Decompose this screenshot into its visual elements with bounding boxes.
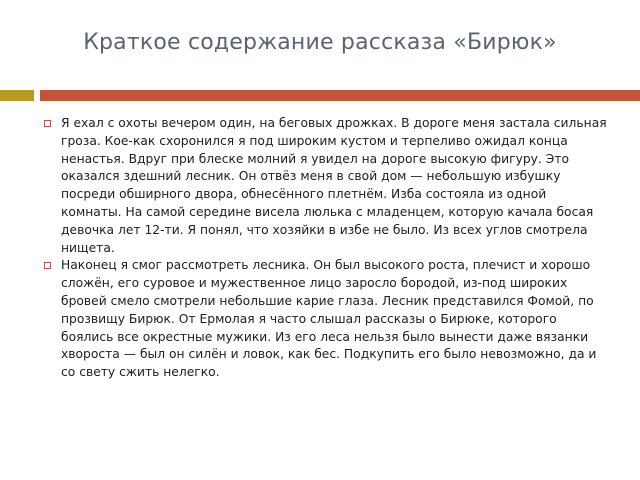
bullet-item	[44, 257, 610, 382]
accent-gold-block	[0, 90, 34, 101]
bullet-item	[44, 115, 610, 257]
slide-title: Краткое содержание рассказа «Бирюк»	[83, 30, 557, 55]
bullet-text: Наконец я смог рассмотреть лесника. Он был высокого роста, плечист и хорошо сложён, его суровое и мужественное лицо заросло бородой, из-под широких бровей смело смотрели небольшие карие глаза. Лесник представился Фомой, по прозвищу Бирюк. От Ермолая я часто слышал рассказы о Бирюке, которого боялись все окрестные мужики. Из его леса нельзя было вынести даже вязанки хвороста — был он силён и ловок, как бес. Подкупить его было невозможно, да и со свету сжить нелегко.	[61, 258, 597, 380]
square-bullet-icon	[44, 120, 51, 127]
accent-divider-bar	[40, 90, 640, 101]
square-bullet-icon	[44, 262, 51, 269]
bullet-text: Я ехал с охоты вечером один, на беговых дрожках. В дороге меня застала сильная гроза. Кое-как схоронился я под широким кустом и терпеливо ожидал конца ненастья. Вдруг при блеске молний я увидел на дороге высокую фигуру. Это оказался здешний лесник. Он отвёз меня в свой дом — небольшую избушку посреди обширного двора, обнесённого плетнём. Изба состояла из одной комнаты. На самой середине висела люлька с младенцем, которую качала босая девочка лет 12-ти. Я понял, что хозяйки в избе не было. Из всех углов смотрела нищета.	[61, 116, 607, 255]
bullet-list	[44, 115, 610, 382]
